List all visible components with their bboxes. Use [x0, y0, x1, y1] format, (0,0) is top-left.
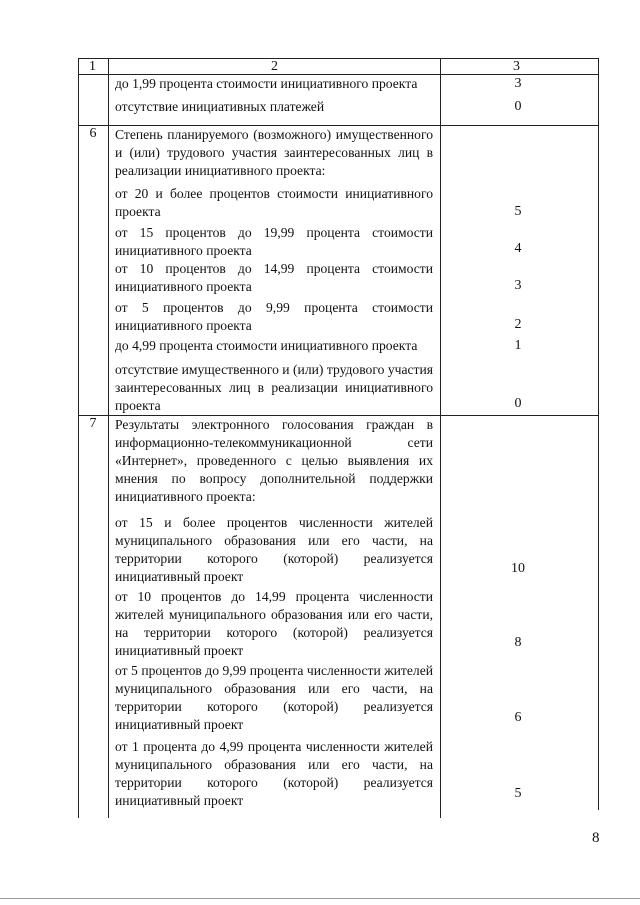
row7-item-4-score: 5: [514, 786, 522, 801]
row5-item-1-score: 3: [514, 76, 522, 91]
row6-item-5-score: 1: [514, 338, 522, 353]
row6-item-2-text: от 15 процентов до 19,99 процента стоимости инициативного проекта: [115, 225, 433, 258]
row7-title: Результаты электронного голосования граждан в информационно-телекоммуникационной сети «Интернет», проведенного с целью выявления их мнения по вопросу дополнительной поддержки инициативного проекта:: [115, 417, 433, 504]
column-divider-2: [440, 58, 441, 818]
table-top-border: [78, 58, 599, 59]
row6-item-3-score: 3: [514, 278, 522, 293]
criteria-table: [78, 58, 599, 818]
header-col-2: 2: [271, 59, 278, 74]
row6-item-4-score: 2: [514, 317, 522, 332]
table-border-left: [78, 58, 79, 818]
header-col-1: 1: [89, 59, 96, 74]
row6-item-1-text: от 20 и более процентов стоимости инициативного проекта: [115, 186, 433, 219]
row7-item-4-text: от 1 процента до 4,99 процента численности жителей муниципального образования или его части, на территории которого (которой) реализуется инициативный проект: [115, 739, 433, 808]
row6-item-3-text: от 10 процентов до 14,99 процента стоимости инициативного проекта: [115, 261, 433, 294]
row7-item-1-text: от 15 и более процентов численности жителей муниципального образования или его части, на территории которого (которой) реализуется инициативный проект: [115, 515, 433, 584]
row7-item-3-text: от 5 процентов до 9,99 процента численности жителей муниципального образования или его части, на территории которого (которой) реализуется инициативный проект: [115, 663, 433, 732]
row6-item-2-score: 4: [514, 241, 522, 256]
row5-item-2-text: отсутствие инициативных платежей: [115, 99, 325, 114]
row6-item-5-text: до 4,99 процента стоимости инициативного проекта: [115, 338, 418, 353]
table-border-right: [598, 58, 599, 810]
row7-item-2-text: от 10 процентов до 14,99 процента численности жителей муниципального образования или его части, на территории которого (которой) реализуется инициативный проект: [115, 589, 433, 658]
row7-item-1-score: 10: [511, 561, 525, 576]
page-number: 8: [592, 830, 600, 846]
row6-title: Степень планируемого (возможного) имущественного и (или) трудового участия заинтересованных лиц в реализации инициативного проекта:: [115, 127, 433, 178]
column-divider-1: [108, 58, 109, 818]
row6-item-4-text: от 5 процентов до 9,99 процента стоимости инициативного проекта: [115, 300, 433, 333]
header-col-3: 3: [513, 59, 520, 74]
row6-item-1-score: 5: [514, 204, 522, 219]
row5-item-1-text: до 1,99 процента стоимости инициативного проекта: [115, 76, 418, 91]
scan-edge-line: [0, 898, 640, 899]
row6-item-6-score: 0: [514, 396, 522, 411]
row7-item-3-score: 6: [514, 710, 522, 725]
row6-number: 6: [89, 126, 97, 141]
row7-number: 7: [89, 416, 97, 431]
row6-item-6-text: отсутствие имущественного и (или) трудового участия заинтересованных лиц в реализации инициативного проекта: [115, 362, 433, 413]
row7-item-2-score: 8: [514, 635, 522, 650]
row5-item-2-score: 0: [514, 99, 522, 114]
